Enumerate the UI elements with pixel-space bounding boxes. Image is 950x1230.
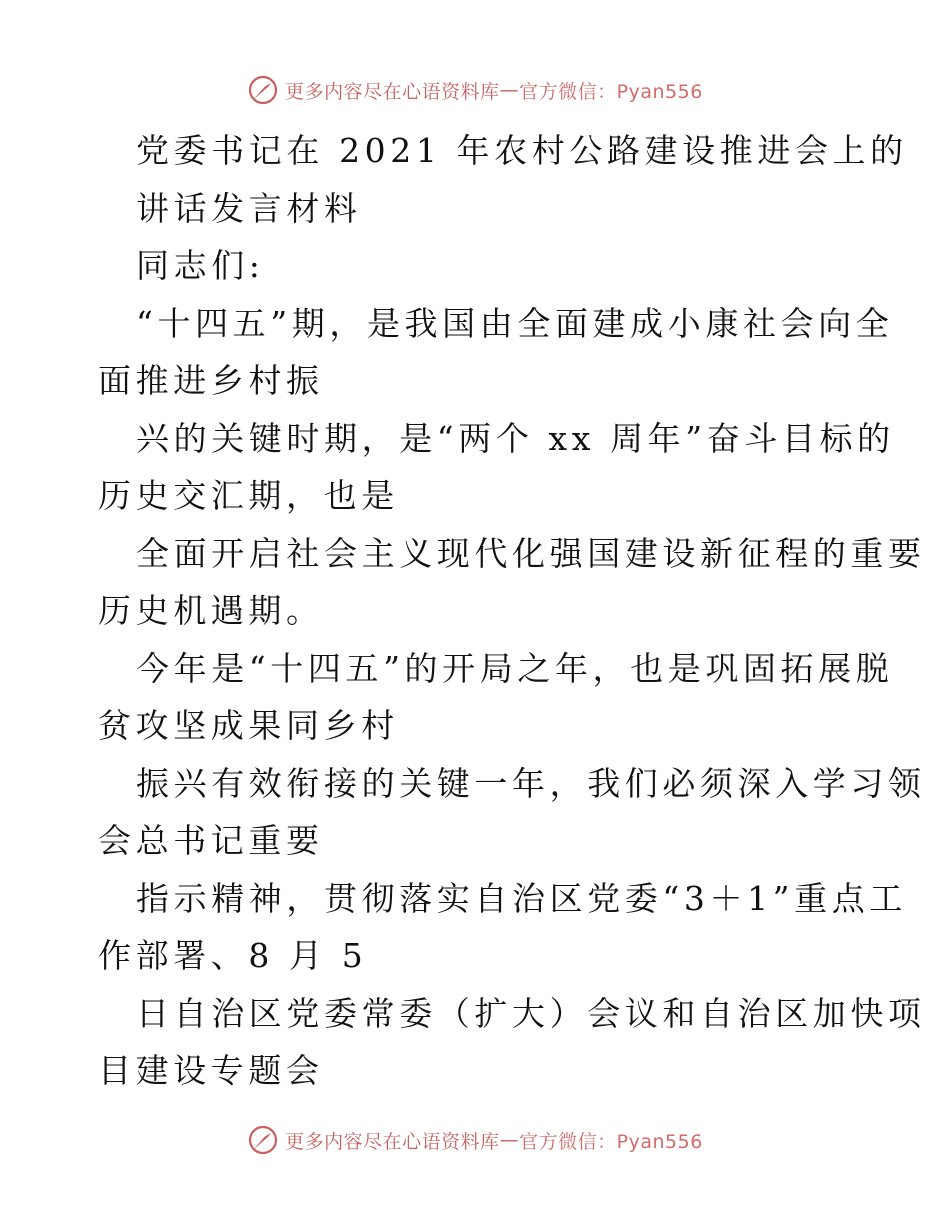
body-line: 面推进乡村振 <box>98 361 324 400</box>
title-line-2: 讲话发言材料 <box>136 188 362 228</box>
body-line: 全面开启社会主义现代化强国建设新征程的重要 <box>136 533 926 573</box>
watermark-contact: 官方微信：Pyan556 <box>519 1130 703 1153</box>
body-line: 作部署、8 月 5 <box>98 936 368 975</box>
feather-pen-logo-icon <box>247 74 279 106</box>
footer-watermark <box>0 1120 950 1160</box>
body-line: “十四五”期，是我国由全面建成小康社会向全 <box>136 303 894 343</box>
title-line-1: 党委书记在 2021 年农村公路建设推进会上的 <box>136 131 908 170</box>
body-line: 历史机遇期。 <box>98 591 324 630</box>
body-line: 历史交汇期，也是 <box>98 476 399 515</box>
body-line: 目建设专题会 <box>98 1051 324 1090</box>
watermark-text: 更多内容尽在心语资料库 <box>285 1130 500 1153</box>
watermark-separator: — <box>499 79 520 101</box>
body-line: 振兴有效衔接的关键一年，我们必须深入学习领 <box>136 763 926 803</box>
document-body <box>98 122 926 1100</box>
feather-pen-logo-icon <box>247 1124 279 1156</box>
watermark-separator: — <box>499 1129 520 1151</box>
watermark-text: 更多内容尽在心语资料库 <box>285 80 500 103</box>
header-watermark <box>0 70 950 110</box>
watermark-contact: 官方微信：Pyan556 <box>519 80 703 103</box>
body-line: 会总书记重要 <box>98 821 324 860</box>
salutation-line: 同志们: <box>136 246 265 285</box>
body-line: 日自治区党委常委（扩大）会议和自治区加快项 <box>136 993 926 1033</box>
body-line: 兴的关键时期，是“两个 xx 周年”奋斗目标的 <box>136 418 895 458</box>
body-line: 贫攻坚成果同乡村 <box>98 706 399 745</box>
body-line: 今年是“十四五”的开局之年，也是巩固拓展脱 <box>136 648 894 688</box>
body-line: 指示精神，贯彻落实自治区党委“3＋1”重点工 <box>136 878 907 918</box>
